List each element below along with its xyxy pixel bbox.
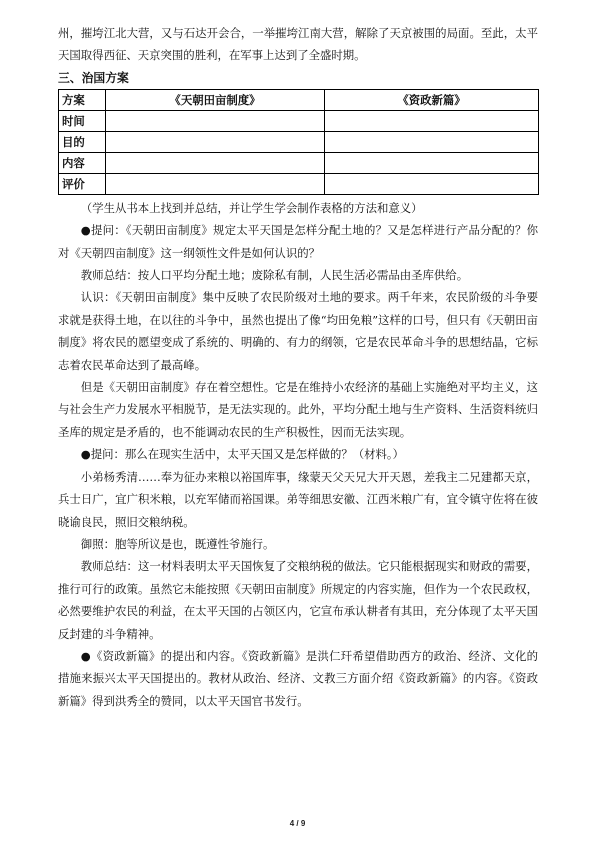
table-cell: [106, 173, 325, 194]
source-material: 小弟杨秀清……奉为征办来粮以裕国库事，缘蒙天父天兄大开天恩，差我主二兄建都天京，兵士日广，宜广积米粮，以充军储而裕国课。弟等细思安徽、江西米粮广有，宜令镇守佐将在彼晓谕良民，照旧交粮纳税。: [58, 469, 538, 529]
table-cell: [106, 110, 325, 131]
comparison-table: [58, 89, 539, 195]
analysis-paragraph: 认识：《天朝田亩制度》集中反映了农民阶级对土地的要求。两千年来，农民阶级的斗争要求就是获得土地，在以往的斗争中，虽然也提出了像“均田免粮”这样的口号，但只有《天朝田亩制度》将农民的愿望变成了系统的、明确的、有力的纲领，它是农民革命斗争的思想结晶，它标志着农民革命达到了最高峰。: [58, 290, 538, 372]
question-paragraph: ●提问：那么在现实生活中，太平天国又是怎样做的？（材料。）: [80, 447, 404, 462]
table-row-header: 内容: [59, 152, 106, 173]
table-cell: [325, 173, 539, 194]
paragraph-continuation: 州，摧垮江北大营，又与石达开会合，一举摧垮江南大营，解除了天京被围的局面。至此，太平天国取得西征、天京突围的胜利，在军事上达到了全盛时期。: [58, 26, 538, 63]
topic-paragraph: ●《资政新篇》的提出和内容。《资政新篇》是洪仁玕希望借助西方的政治、经济、文化的措施来振兴太平天国提出的。教材从政治、经济、文教三方面介绍《资政新篇》的内容。《资政新篇》得到洪秀全的赞同，以太平天国官书发行。: [58, 648, 538, 708]
table-cell: [325, 152, 539, 173]
analysis-paragraph: 但是《天朝田亩制度》存在着空想性。它是在维持小农经济的基础上实施绝对平均主义，这与社会生产力发展水平相脱节，是无法实现的。此外，平均分配土地与生产资料、生活资料统归圣库的规定是矛盾的，也不能调动农民的生产积极性，因而无法实现。: [58, 380, 538, 439]
table-row: [59, 110, 539, 131]
table-column-header: 《天朝田亩制度》: [106, 89, 325, 110]
source-material: 御照：胞等所议是也，既遵性爷施行。: [80, 536, 275, 551]
table-row-header: 评价: [59, 173, 106, 194]
table-cell: [325, 131, 539, 152]
teacher-summary: 教师总结：按人口平均分配土地；废除私有制，人民生活必需品由圣库供给。: [80, 268, 469, 283]
table-header-row: [59, 89, 539, 110]
table-row: [59, 173, 539, 194]
page-content: [58, 22, 538, 712]
question-paragraph: ●提问：《天朝田亩制度》规定太平天国是怎样分配土地的？又是怎样进行产品分配的？你对《天朝四亩制度》这一纲领性文件是如何认识的？: [58, 223, 538, 260]
teacher-summary: 教师总结：这一材料表明太平天国恢复了交粮纳税的做法。它只能根据现实和财政的需要，推行可行的政策。虽然它未能按照《天朝田亩制度》所规定的内容实施，但作为一个农民政权，必然要维护农民的利益，在太平天国的占领区内，它宣布承认耕者有其田，充分体现了太平天国反封建的斗争精神。: [58, 559, 538, 641]
table-row: [59, 131, 539, 152]
page-number: 4 / 9: [289, 819, 306, 828]
table-row-header: 时间: [59, 110, 106, 131]
table-cell: [325, 110, 539, 131]
table-corner-cell: 方案: [59, 89, 106, 110]
teaching-note: （学生从书本上找到并总结，并让学生学会制作表格的方法和意义）: [80, 200, 423, 215]
table-column-header: 《资政新篇》: [325, 89, 539, 110]
table-row: [59, 152, 539, 173]
table-row-header: 目的: [59, 131, 106, 152]
section-heading: 三、治国方案: [58, 70, 129, 85]
table-cell: [106, 152, 325, 173]
table-cell: [106, 131, 325, 152]
